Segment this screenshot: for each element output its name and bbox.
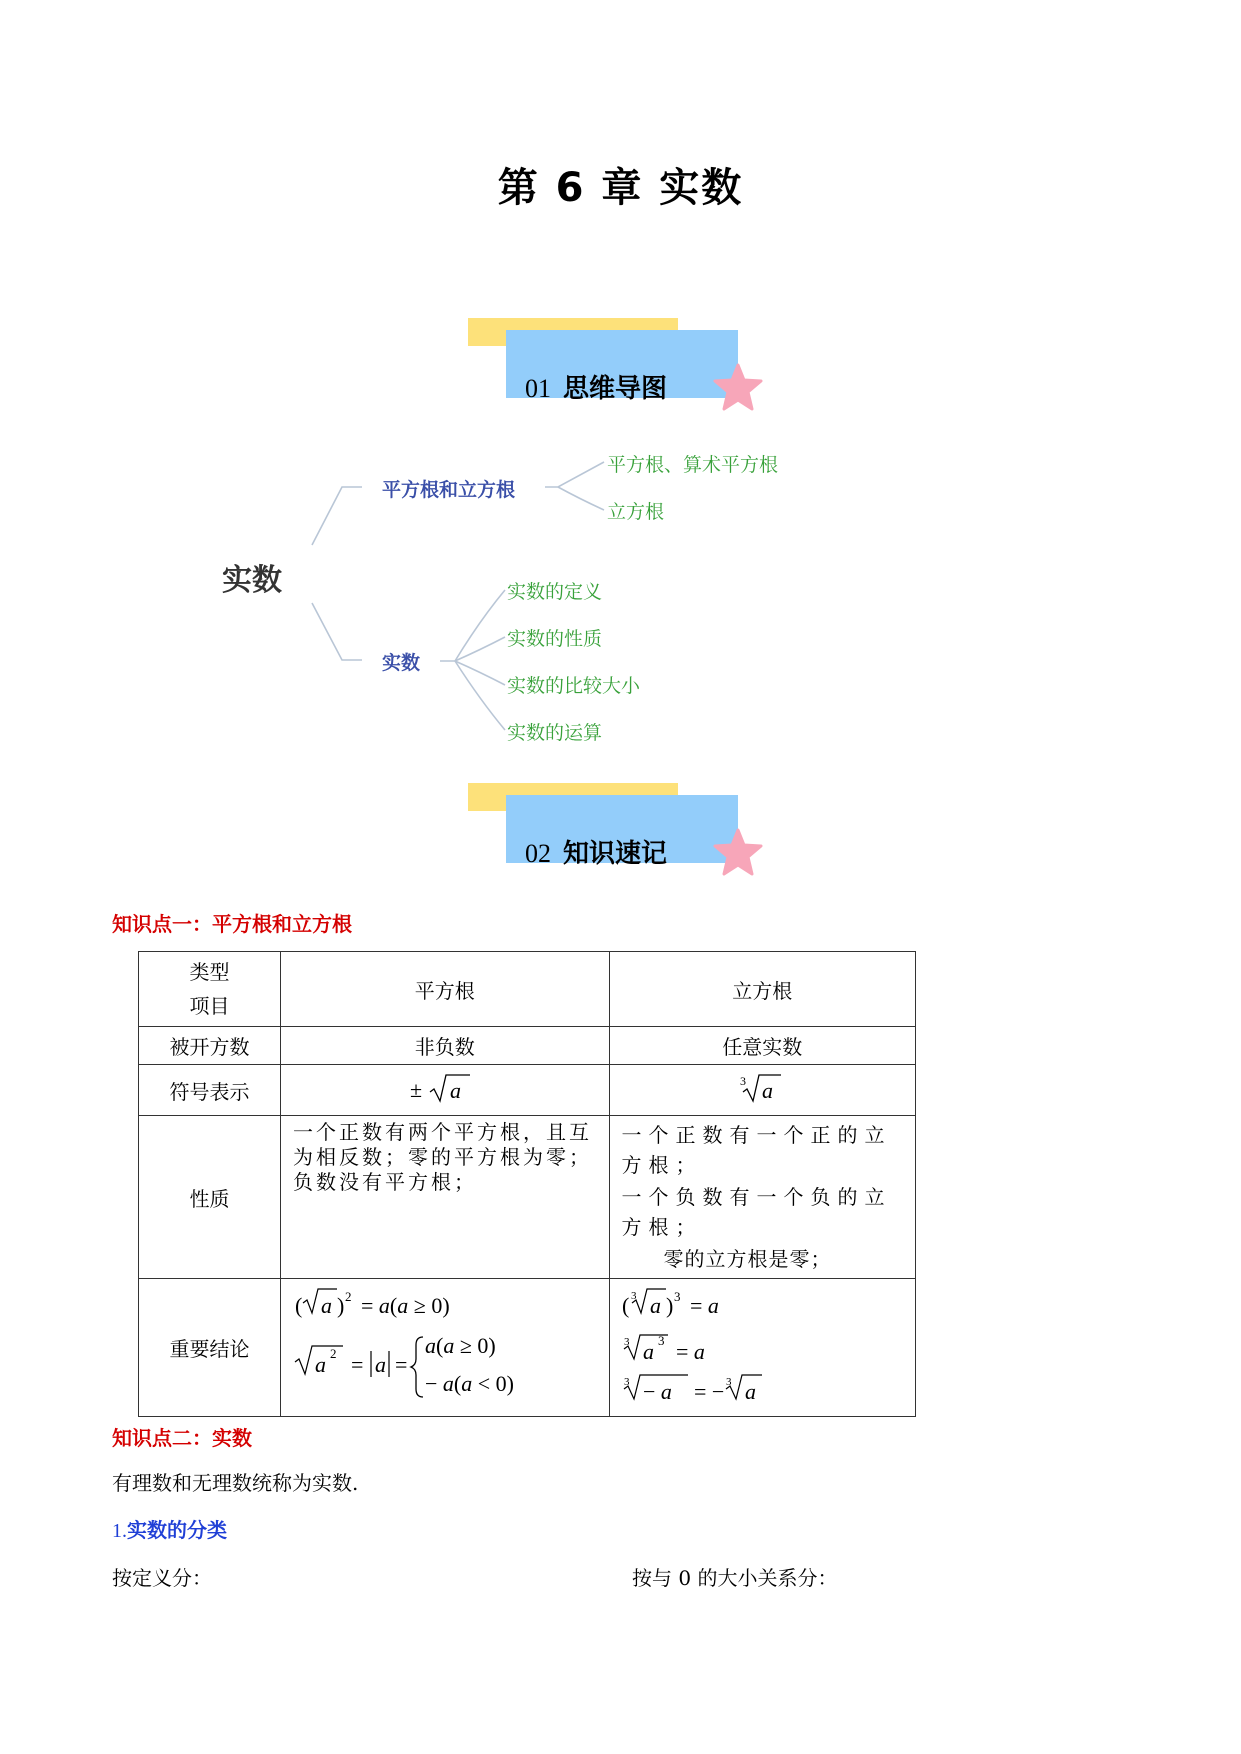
connector-root-branch1 [312,487,362,545]
mindmap-connectors [0,0,1241,760]
section-banner-notes [468,783,768,883]
mindmap-branch-roots: 平方根和立方根 [382,479,516,501]
svg-text:3: 3 [657,1333,665,1348]
classify-by-zero: 按与 0 的大小关系分： [632,1566,838,1590]
classification-label: 实数的分类 [127,1518,227,1542]
svg-text:a: a [744,1379,756,1404]
row-label: 被开方数 [139,1027,281,1065]
svg-text:3: 3 [725,1376,732,1388]
svg-text:a: a [449,1077,461,1103]
cell-square-properties: 一个正数有两个平方根，且互为相反数；零的平方根为零；负数没有平方根； [281,1116,609,1279]
row-label: 性质 [139,1116,281,1279]
cell-square-radicand: 非负数 [281,1027,609,1065]
square-root-conclusion-formulas [281,1279,541,1409]
connector-root-branch2 [312,603,362,660]
section-title-notes [525,833,667,870]
header-cube-root: 立方根 [609,952,915,1027]
svg-text:3: 3 [673,1289,681,1304]
svg-text:a: a [642,1339,654,1364]
svg-text:±: ± [409,1076,422,1102]
svg-text:3: 3 [623,1376,630,1388]
cube-property-line: 零的立方根是零； [663,1247,832,1271]
connector-leaf2 [558,487,604,510]
mindmap-leaf: 实数的比较大小 [507,675,641,697]
cell-square-symbol [281,1065,609,1116]
svg-text:− a(a < 0): − a(a < 0) [425,1371,515,1396]
cell-cube-radicand: 任意实数 [609,1027,915,1065]
cell-cube-symbol [609,1065,915,1116]
svg-text:− a: − a [642,1379,672,1404]
svg-text:= −: = − [693,1379,724,1404]
classification-number: 1. [112,1520,127,1542]
corner-top: 类型 [189,960,230,984]
classification-heading [112,1514,227,1543]
svg-text:3: 3 [623,1336,630,1348]
star-icon [713,828,763,876]
mindmap-root: 实数 [222,563,282,598]
svg-text:a(a ≥ 0): a(a ≥ 0) [425,1333,496,1358]
svg-text:a: a [649,1293,661,1318]
mindmap-leaf: 立方根 [607,501,665,523]
table-corner-cell [139,952,281,1027]
cube-root-conclusion-formulas [610,1279,850,1409]
section-number: 02 [525,839,551,868]
svg-text:a: a [315,1352,327,1377]
kp1-heading: 知识点一：平方根和立方根 [112,912,352,936]
svg-text:= a: = a [675,1339,705,1364]
roots-table [138,951,916,1417]
connector-leaf3 [440,590,505,661]
mindmap-leaf: 实数的性质 [507,628,603,650]
cube-property-line: 一个正数有一个正的立方根； [621,1123,892,1177]
svg-text:=: = [351,1352,364,1377]
svg-text:=: = [395,1352,408,1377]
mindmap-leaf: 实数的运算 [507,722,603,744]
kp2-heading: 知识点二：实数 [112,1426,252,1450]
mindmap-leaf: 平方根、算术平方根 [607,454,779,476]
row-label: 符号表示 [139,1065,281,1116]
connector-leaf6 [455,661,505,730]
cube-property-line: 一个负数有一个负的立方根； [621,1185,892,1239]
svg-text:a: a [762,1077,774,1103]
svg-text:(: ( [621,1293,629,1318]
corner-bottom: 项目 [189,994,230,1018]
plus-minus-sqrt-a-formula [410,1070,480,1106]
svg-text:3: 3 [740,1073,747,1088]
svg-text:= a: = a [689,1293,719,1318]
svg-text:(: ( [295,1293,303,1318]
svg-text:a: a [321,1293,333,1318]
svg-text:2: 2 [345,1289,352,1304]
real-number-definition: 有理数和无理数统称为实数. [112,1471,359,1495]
cell-cube-properties [609,1116,915,1279]
cube-root-a-formula [737,1070,787,1106]
svg-text:= a(a ≥ 0): = a(a ≥ 0) [361,1293,450,1318]
mindmap-branch-real: 实数 [382,652,421,674]
svg-text:a: a [375,1352,387,1377]
connector-leaf1 [545,462,604,487]
classify-by-definition: 按定义分： [112,1566,212,1590]
svg-text:): ) [665,1293,673,1318]
section-label: 思维导图 [563,374,668,404]
cell-square-conclusions [281,1279,609,1417]
svg-text:3: 3 [630,1290,637,1302]
svg-text:): ) [337,1293,345,1318]
mindmap-leaf: 实数的定义 [507,581,603,603]
section-label: 知识速记 [563,839,668,869]
section-number: 01 [525,374,551,403]
row-label: 重要结论 [139,1279,281,1417]
cell-cube-conclusions [609,1279,915,1417]
header-square-root: 平方根 [281,952,609,1027]
svg-text:2: 2 [330,1346,337,1361]
page-title: 第 6 章 实数 [497,165,744,211]
